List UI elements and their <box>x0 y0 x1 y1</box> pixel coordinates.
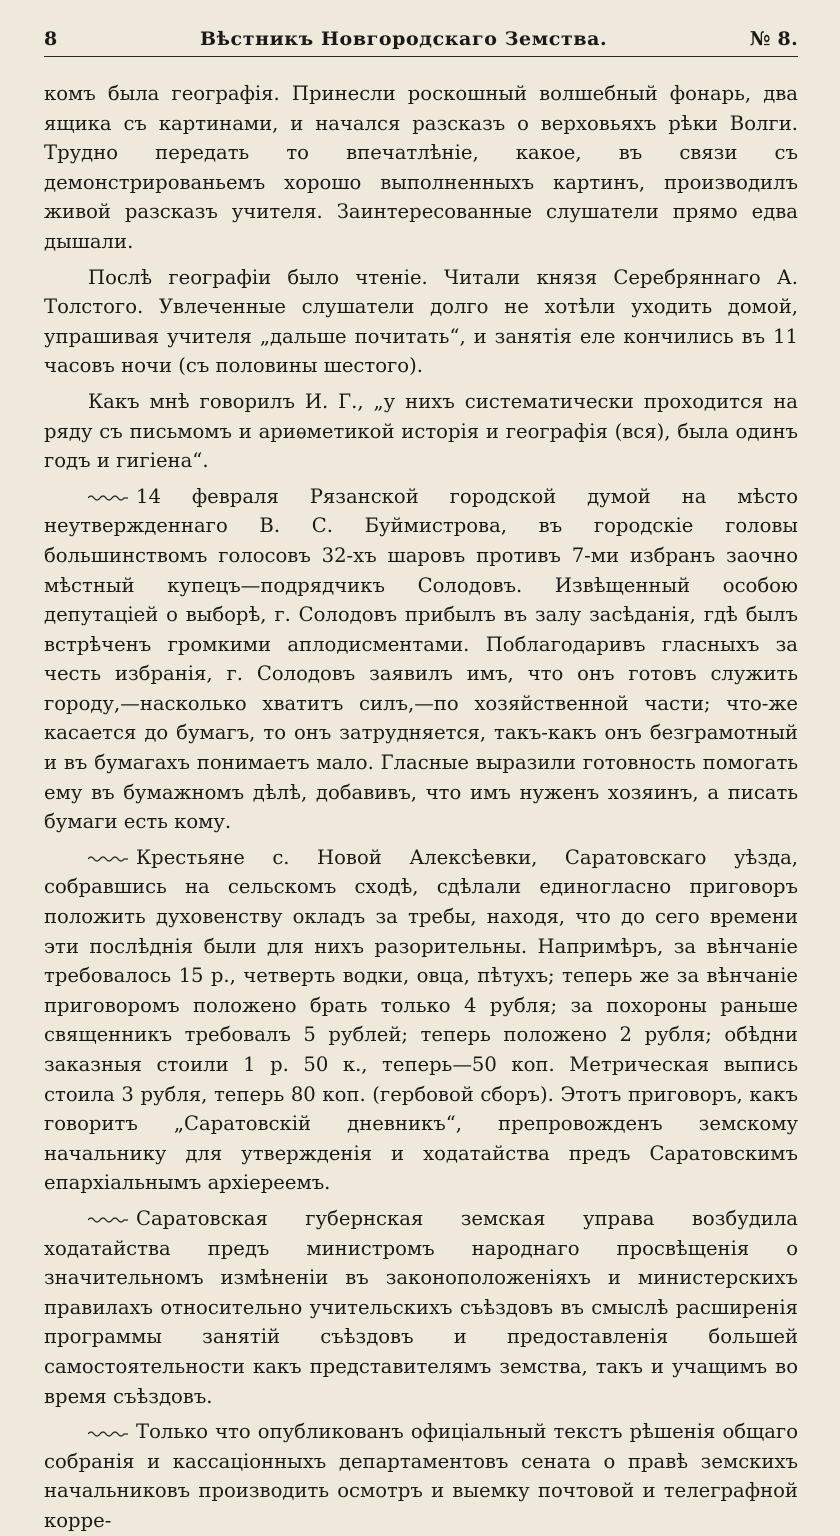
section-separator-icon <box>88 1428 128 1438</box>
running-header <box>44 28 798 57</box>
issue-number: № 8. <box>749 28 798 50</box>
section-separator-icon <box>88 492 128 502</box>
journal-title: Вѣстникъ Новгородскаго Земства. <box>199 28 608 50</box>
section-separator-icon <box>88 1214 128 1224</box>
news-item: Крестьяне с. Новой Алексѣевки, Саратовскаго уѣзда, собравшись на сельскомъ сходѣ, сдѣлали единогласно приговоръ положить духовенству окладъ за требы, находя, что до сего времени эти послѣднія были для нихъ разорительны. Напримѣръ, за вѣнчаніе требовалось 15 р., четверть водки, овца, пѣтухъ; теперь же за вѣнчаніе приговоромъ положено брать только 4 рубля; за похороны раньше священникъ требовалъ 5 рублей; теперь положено 2 рубля; обѣдни заказныя стоили 1 р. 50 к., теперь—50 коп. Метрическая выпись стоила 3 рубля, теперь 80 коп. (гербовой сборъ). Этотъ приговоръ, какъ говоритъ „Саратовскій дневникъ“, препровожденъ земскому начальнику для утвержденія и ходатайства предъ Саратовскимъ епархіальнымъ архіереемъ. <box>44 845 798 1195</box>
paragraph: Послѣ географіи было чтеніе. Читали князя Серебряннаго А. Толстого. Увлеченные слушатели долго не хотѣли уходить домой, упрашивая учителя „дальше почитать“, и занятія еле кончились въ 11 часовъ ночи (съ половины шестого). <box>44 265 798 378</box>
paragraph: Какъ мнѣ говорилъ И. Г., „у нихъ систематически проходится на ряду съ письмомъ и ариѳметикой исторія и географія (вся), была одинъ годъ и гигіена“. <box>44 389 798 473</box>
paragraph: комъ была географія. Принесли роскошный волшебный фонарь, два ящика съ картинами, и начался разсказъ о верховьяхъ рѣки Волги. Трудно передать то впечатлѣніе, какое, въ связи съ демонстрированьемъ хорошо выполненныхъ картинъ, производилъ живой разсказъ учителя. Заинтересованные слушатели прямо едва дышали. <box>44 82 798 253</box>
news-item: Только что опубликованъ офиціальный текстъ рѣшенія общаго собранія и кассаціонныхъ департаментовъ сената о правѣ земскихъ начальниковъ производить осмотръ и выемку почтовой и телеграфной корре- <box>44 1420 798 1532</box>
news-item: Саратовская губернская земская управа возбудила ходатайства предъ министромъ народнаго просвѣщенія о значительномъ измѣненіи въ законоположеніяхъ и министерскихъ правилахъ относительно учительскихъ съѣздовъ въ смыслѣ расширенія программы занятій съѣздовъ и предоставленія большей самостоятельности какъ представителямъ земства, такъ и учащимъ во время съѣздовъ. <box>44 1206 798 1408</box>
article-body <box>44 79 798 1536</box>
section-separator-icon <box>88 853 128 863</box>
news-item: 14 февраля Рязанской городской думой на мѣсто неутвержденнаго В. С. Буймистрова, въ городскіе головы большинствомъ голосовъ 32-хъ шаровъ противъ 7-ми избранъ заочно мѣстный купецъ—подрядчикъ Солодовъ. Извѣщенный особою депутаціей о выборѣ, г. Солодовъ прибылъ въ залу засѣданія, гдѣ былъ встрѣченъ громкими аплодисментами. Поблагодаривъ гласныхъ за честь избранія, г. Солодовъ заявилъ имъ, что онъ готовъ служить городу,—насколько хватитъ силъ,—по хозяйственной части; что-же касается до бумагъ, то онъ затрудняется, такъ-какъ онъ безграмотный и въ бумагахъ понимаетъ мало. Гласные выразили готовность помогать ему въ бумажномъ дѣлѣ, добавивъ, что имъ нуженъ хозяинъ, а писать бумаги есть кому. <box>44 484 798 834</box>
page-number: 8 <box>44 28 58 50</box>
